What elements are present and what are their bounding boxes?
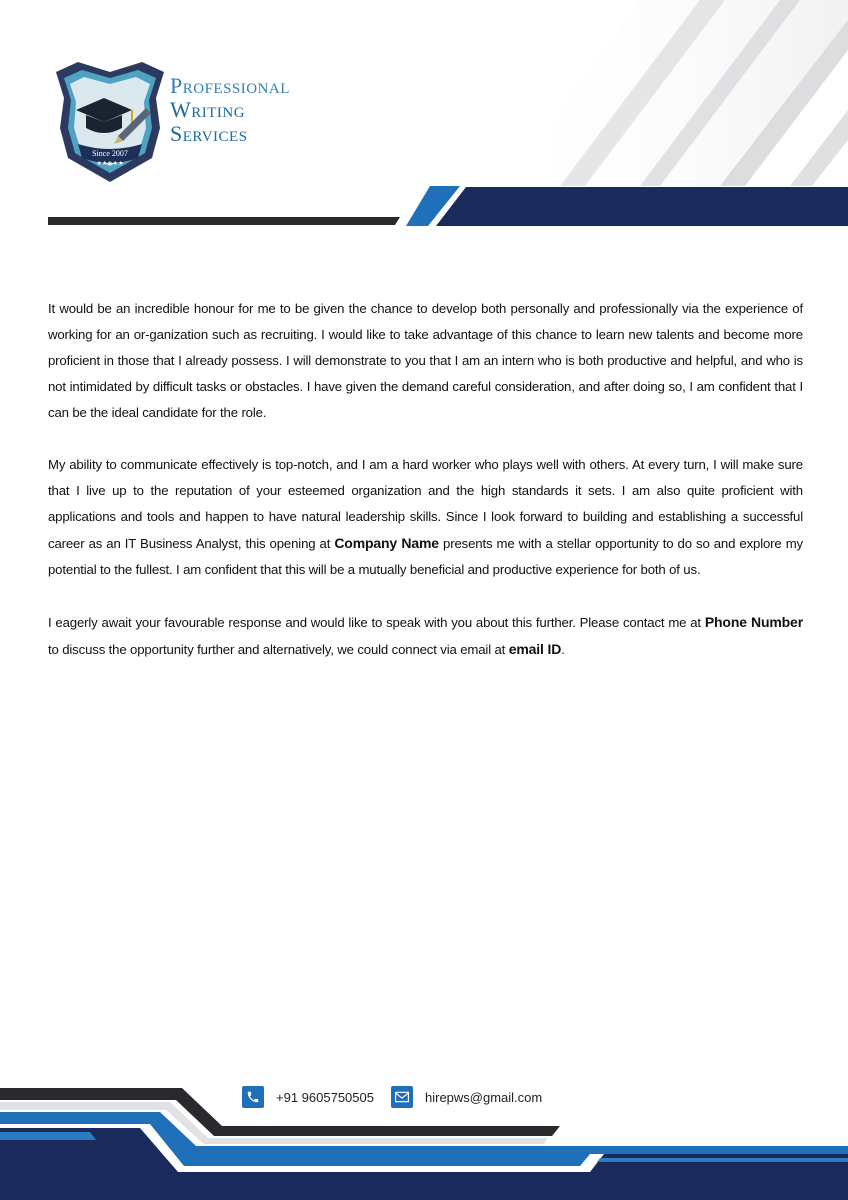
email-text: hirepws@gmail.com — [425, 1089, 543, 1105]
email-id-placeholder: email ID — [508, 641, 562, 657]
logo-line-1: Professional — [170, 73, 290, 98]
paragraph-1: It would be an incredible honour for me to be given the chance to develop both personally and professionally via the experience of working for an or-ganization such as recruiting. I would like to take advantage of this chance to learn new talents and become more proficient in those that I already possess. I will demonstrate to you that I am an intern who is both productive and helpful, and who is not intimidated by difficult tasks or obstacles. I have given the demand careful consideration, and after doing so, I am confident that I can be the ideal candidate for the role. — [48, 301, 803, 420]
header-bar-navy — [436, 187, 848, 226]
phone-number-placeholder: Phone Number — [704, 614, 803, 630]
phone-text: +91 9605750505 — [276, 1089, 374, 1105]
letter-body — [48, 296, 803, 689]
paragraph-2: My ability to communicate effectively is top-notch, and I am a hard worker who plays well with others. At every turn, I will make sure that I live up to the reputation of your esteemed organization and the high standards it sets. I am also quite proficient with applications and tools and happen to have natural leadership skills. Since I look forward to building and establishing a successful career as an IT Business Analyst, this opening at Company Name presents me with a stellar opportunity to do so and explore my potential to the fullest. I am confident that this will be a mutually beneficial and productive experience for both of us. — [48, 457, 803, 577]
svg-text:Since 2007: Since 2007 — [92, 149, 128, 158]
envelope-icon — [391, 1086, 413, 1108]
logo-wordmark — [170, 74, 290, 146]
paragraph-3: I eagerly await your favourable response and would like to speak with you about this further. Please contact me at Phone Number to discuss the opportunity further and alternatively, we could connect via email at email ID. — [48, 614, 803, 657]
shield-icon — [48, 58, 173, 183]
company-name-placeholder: Company Name — [334, 535, 439, 551]
company-logo — [48, 58, 348, 188]
svg-text:★★★★★: ★★★★★ — [96, 161, 124, 167]
footer-phone[interactable] — [242, 1086, 374, 1108]
footer-email[interactable] — [391, 1086, 542, 1108]
logo-line-3: Services — [170, 121, 248, 146]
phone-icon — [242, 1086, 264, 1108]
logo-line-2: Writing — [170, 97, 246, 122]
header-rule-dark — [48, 217, 400, 225]
